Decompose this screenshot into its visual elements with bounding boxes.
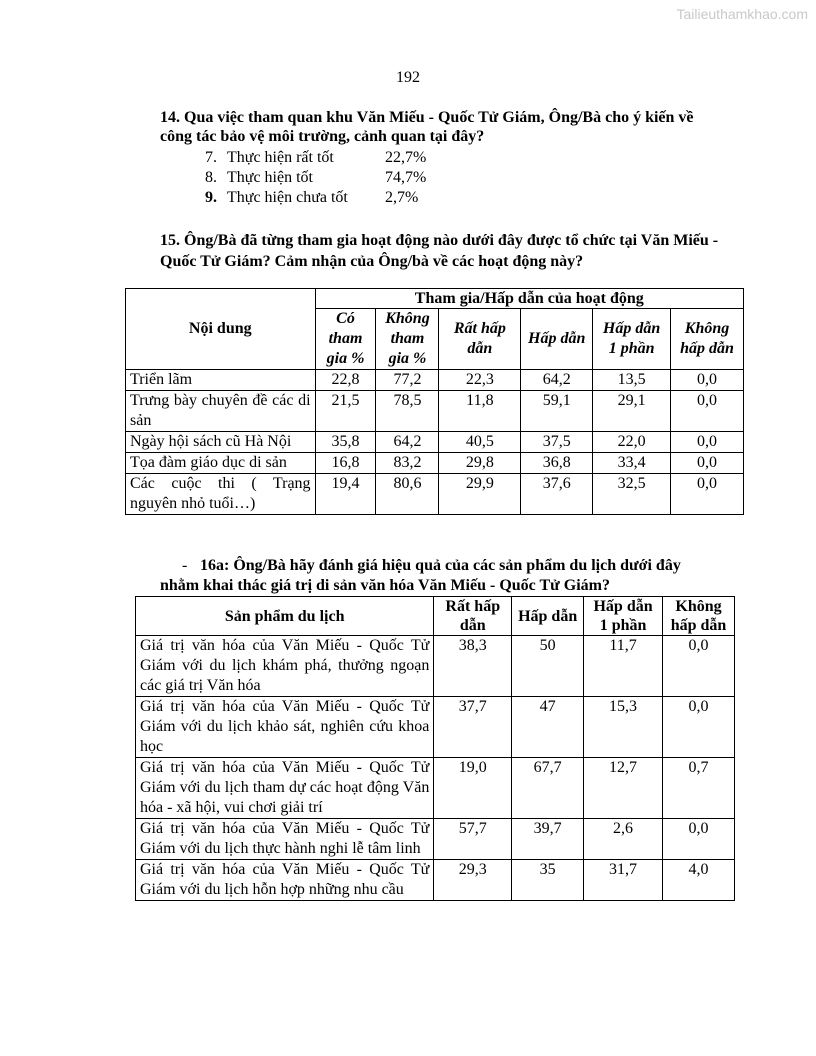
cell-value: 78,5 — [376, 391, 439, 432]
cell-value: 0,0 — [663, 636, 735, 697]
option-value: 74,7% — [385, 169, 427, 186]
table-header: Hấp dẫn 1 phần — [593, 309, 671, 370]
cell-value: 0,0 — [671, 453, 744, 474]
cell-value: 37,5 — [521, 432, 593, 453]
question-16a-title — [160, 556, 720, 596]
option-label: Thực hiện chưa tốt — [227, 189, 348, 206]
question-15-title: 15. Ông/Bà đã từng tham gia hoạt động nào dưới đây được tổ chức tại Văn Miếu - Quốc Tử Giám? Cảm nhận của Ông/bà về các hoạt động này? — [160, 232, 719, 270]
row-label: Các cuộc thi ( Trạng nguyên nhỏ tuổi…) — [126, 474, 316, 515]
row-label: Trưng bày chuyên đề các di sản — [126, 391, 316, 432]
row-label: Triển lãm — [126, 370, 316, 391]
cell-value: 35 — [512, 860, 584, 901]
cell-value: 36,8 — [521, 453, 593, 474]
table-header: Rất hấp dẫn — [439, 309, 521, 370]
cell-value: 0,0 — [671, 370, 744, 391]
cell-value: 0,0 — [663, 819, 735, 860]
cell-value: 22,8 — [315, 370, 376, 391]
option-row — [205, 188, 426, 208]
table-row — [126, 432, 744, 453]
table-row — [136, 697, 735, 758]
table-row — [126, 370, 744, 391]
row-label: Giá trị văn hóa của Văn Miếu - Quốc Tử Giám với du lịch khảo sát, nghiên cứu khoa học — [136, 697, 434, 758]
table-row — [126, 391, 744, 432]
option-value: 2,7% — [385, 189, 419, 206]
option-label: Thực hiện tốt — [227, 169, 313, 186]
cell-value: 0,0 — [663, 697, 735, 758]
cell-value: 22,3 — [439, 370, 521, 391]
table-row — [136, 860, 735, 901]
option-value: 22,7% — [385, 149, 427, 166]
cell-value: 13,5 — [593, 370, 671, 391]
row-label: Giá trị văn hóa của Văn Miếu - Quốc Tử Giám với du lịch khám phá, thưởng ngoạn các giá trị Văn hóa — [136, 636, 434, 697]
table-row — [136, 819, 735, 860]
watermark: Tailieuthamkhao.com — [676, 6, 808, 22]
cell-value: 15,3 — [584, 697, 663, 758]
cell-value: 37,7 — [434, 697, 512, 758]
cell-value: 11,8 — [439, 391, 521, 432]
cell-value: 67,7 — [512, 758, 584, 819]
cell-value: 40,5 — [439, 432, 521, 453]
option-row — [205, 168, 426, 188]
table-group-header: Tham gia/Hấp dẫn của hoạt động — [315, 289, 743, 309]
cell-value: 22,0 — [593, 432, 671, 453]
cell-value: 39,7 — [512, 819, 584, 860]
cell-value: 21,5 — [315, 391, 376, 432]
cell-value: 11,7 — [584, 636, 663, 697]
cell-value: 2,6 — [584, 819, 663, 860]
cell-value: 57,7 — [434, 819, 512, 860]
cell-value: 83,2 — [376, 453, 439, 474]
table-header: Sản phẩm du lịch — [136, 597, 434, 636]
cell-value: 16,8 — [315, 453, 376, 474]
cell-value: 80,6 — [376, 474, 439, 515]
cell-value: 59,1 — [521, 391, 593, 432]
row-label: Tọa đàm giáo dục di sản — [126, 453, 316, 474]
cell-value: 38,3 — [434, 636, 512, 697]
cell-value: 12,7 — [584, 758, 663, 819]
table-header: Hấp dẫn — [512, 597, 584, 636]
tourism-products-table — [135, 596, 735, 901]
question-14-title: 14. Qua việc tham quan khu Văn Miếu - Quốc Tử Giám, Ông/Bà cho ý kiến về công tác bảo vệ môi trường, cảnh quan tại đây? — [160, 109, 694, 145]
cell-value: 64,2 — [376, 432, 439, 453]
cell-value: 32,5 — [593, 474, 671, 515]
table-header-content: Nội dung — [126, 289, 316, 370]
option-number: 8. — [205, 169, 217, 186]
table-row — [126, 474, 744, 515]
cell-value: 33,4 — [593, 453, 671, 474]
table-header: Hấp dẫn 1 phần — [584, 597, 663, 636]
page-number: 192 — [396, 69, 420, 86]
cell-value: 47 — [512, 697, 584, 758]
table-header: Không hấp dẫn — [671, 309, 744, 370]
bullet-dash: - — [182, 557, 188, 574]
cell-value: 29,1 — [593, 391, 671, 432]
table-header: Không tham gia % — [376, 309, 439, 370]
cell-value: 31,7 — [584, 860, 663, 901]
cell-value: 4,0 — [663, 860, 735, 901]
option-label: Thực hiện rất tốt — [227, 149, 334, 166]
cell-value: 29,3 — [434, 860, 512, 901]
cell-value: 19,0 — [434, 758, 512, 819]
table-row — [126, 453, 744, 474]
table-row — [136, 758, 735, 819]
row-label: Ngày hội sách cũ Hà Nội — [126, 432, 316, 453]
question-16a-text: 16a: Ông/Bà hãy đánh giá hiệu quả của các sản phẩm du lịch dưới đây nhằm khai thác giá trị di sản văn hóa Văn Miếu - Quốc Tử Giám? — [160, 557, 681, 594]
table-header: Hấp dẫn — [521, 309, 593, 370]
row-label: Giá trị văn hóa của Văn Miếu - Quốc Tử Giám với du lịch tham dự các hoạt động Văn hóa - xã hội, vui chơi giải trí — [136, 758, 434, 819]
activities-table — [125, 288, 744, 515]
cell-value: 29,9 — [439, 474, 521, 515]
question-14-options — [205, 148, 426, 208]
row-label: Giá trị văn hóa của Văn Miếu - Quốc Tử Giám với du lịch thực hành nghi lễ tâm linh — [136, 819, 434, 860]
option-row — [205, 148, 426, 168]
cell-value: 77,2 — [376, 370, 439, 391]
table-row — [136, 636, 735, 697]
row-label: Giá trị văn hóa của Văn Miếu - Quốc Tử Giám với du lịch hỗn hợp những nhu cầu — [136, 860, 434, 901]
option-number: 7. — [205, 149, 217, 166]
cell-value: 0,7 — [663, 758, 735, 819]
cell-value: 35,8 — [315, 432, 376, 453]
cell-value: 0,0 — [671, 391, 744, 432]
cell-value: 29,8 — [439, 453, 521, 474]
option-number: 9. — [205, 189, 217, 206]
cell-value: 0,0 — [671, 474, 744, 515]
cell-value: 19,4 — [315, 474, 376, 515]
cell-value: 64,2 — [521, 370, 593, 391]
cell-value: 0,0 — [671, 432, 744, 453]
table-header: Rất hấp dẫn — [434, 597, 512, 636]
table-header: Có tham gia % — [315, 309, 376, 370]
cell-value: 50 — [512, 636, 584, 697]
table-header: Không hấp dẫn — [663, 597, 735, 636]
cell-value: 37,6 — [521, 474, 593, 515]
